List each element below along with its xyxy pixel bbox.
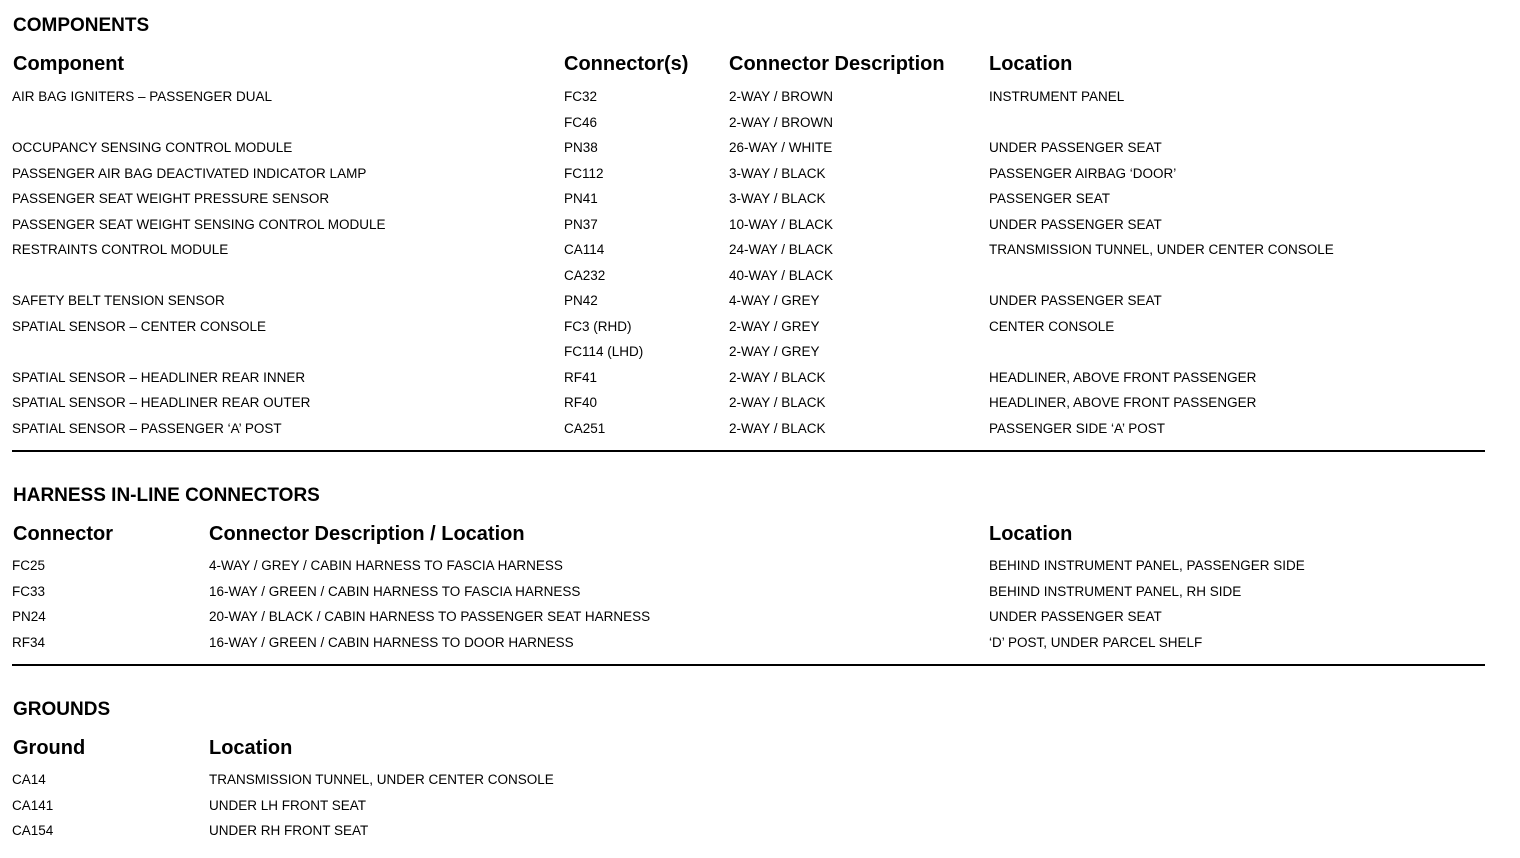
connector-description-cell: 26-WAY / WHITE — [729, 140, 833, 155]
connector-description-cell: 3-WAY / BLACK — [729, 165, 826, 181]
connector-description-cell: 4-WAY / GREY / CABIN HARNESS TO FASCIA HARNESS — [209, 558, 563, 573]
connector-id-cell: CA251 — [564, 420, 606, 436]
location-cell: UNDER PASSENGER SEAT — [989, 140, 1162, 155]
location-cell: UNDER LH FRONT SEAT — [209, 797, 367, 813]
connector-description-cell: 2-WAY / GREY — [729, 344, 820, 359]
connector-id-cell: PN24 — [12, 609, 46, 624]
location-cell: UNDER RH FRONT SEAT — [209, 823, 369, 838]
location-cell: CENTER CONSOLE — [989, 318, 1115, 334]
location-cell: TRANSMISSION TUNNEL, UNDER CENTER CONSOLE — [209, 772, 554, 787]
location-cell: PASSENGER SIDE ‘A’ POST — [989, 420, 1166, 436]
location-cell: BEHIND INSTRUMENT PANEL, PASSENGER SIDE — [989, 558, 1305, 573]
connector-id-cell: PN37 — [564, 216, 598, 232]
component-name-cell: PASSENGER SEAT WEIGHT SENSING CONTROL MODULE — [12, 216, 386, 232]
grounds-header-location: Location — [209, 737, 293, 759]
connector-id-cell: RF40 — [564, 395, 598, 410]
connector-id-cell: RF34 — [12, 634, 46, 650]
component-name-cell: OCCUPANCY SENSING CONTROL MODULE — [12, 140, 293, 155]
connector-id-cell: FC114 (LHD) — [564, 344, 644, 359]
harness-header-connector: Connector — [13, 523, 113, 545]
connector-id-cell: PN42 — [564, 293, 598, 308]
component-name-cell: SPATIAL SENSOR – HEADLINER REAR OUTER — [12, 395, 311, 410]
harness-header-location: Location — [989, 523, 1073, 545]
connector-id-cell: FC46 — [564, 114, 598, 130]
grounds-section-title: GROUNDS — [13, 699, 111, 720]
location-cell: UNDER PASSENGER SEAT — [989, 609, 1162, 624]
connector-id-cell: PN38 — [564, 140, 598, 155]
component-name-cell: SAFETY BELT TENSION SENSOR — [12, 293, 225, 308]
component-name-cell: SPATIAL SENSOR – PASSENGER ‘A’ POST — [12, 420, 282, 436]
connector-description-cell: 2-WAY / BLACK — [729, 420, 826, 436]
components-header-connector-description: Connector Description — [729, 53, 945, 75]
connector-description-cell: 2-WAY / BLACK — [729, 395, 826, 410]
component-name-cell: PASSENGER AIR BAG DEACTIVATED INDICATOR LAMP — [12, 165, 367, 181]
connector-id-cell: FC33 — [12, 583, 46, 599]
component-name-cell: SPATIAL SENSOR – CENTER CONSOLE — [12, 318, 267, 334]
connector-id-cell: FC32 — [564, 89, 598, 104]
ground-id-cell: CA14 — [12, 772, 46, 787]
connector-id-cell: FC25 — [12, 558, 46, 573]
components-header-location: Location — [989, 53, 1073, 75]
location-cell: ‘D’ POST, UNDER PARCEL SHELF — [989, 634, 1203, 650]
connector-description-cell: 16-WAY / GREEN / CABIN HARNESS TO FASCIA HARNESS — [209, 583, 581, 599]
location-cell: UNDER PASSENGER SEAT — [989, 216, 1162, 232]
connector-description-cell: 40-WAY / BLACK — [729, 267, 834, 283]
location-cell: PASSENGER SEAT — [989, 191, 1111, 206]
connector-description-cell: 4-WAY / GREY — [729, 293, 820, 308]
connector-id-cell: RF41 — [564, 369, 598, 385]
harness-section-title: HARNESS IN-LINE CONNECTORS — [13, 485, 320, 506]
connector-id-cell: FC112 — [564, 165, 604, 181]
component-name-cell: AIR BAG IGNITERS – PASSENGER DUAL — [12, 89, 273, 104]
connector-description-cell: 20-WAY / BLACK / CABIN HARNESS TO PASSENGER SEAT HARNESS — [209, 609, 651, 624]
connector-description-cell: 24-WAY / BLACK — [729, 242, 834, 257]
location-cell: HEADLINER, ABOVE FRONT PASSENGER — [989, 369, 1257, 385]
component-name-cell: RESTRAINTS CONTROL MODULE — [12, 242, 229, 257]
harness-divider — [12, 664, 1485, 666]
connector-description-cell: 16-WAY / GREEN / CABIN HARNESS TO DOOR HARNESS — [209, 634, 574, 650]
connector-description-cell: 2-WAY / BROWN — [729, 89, 834, 104]
location-cell: INSTRUMENT PANEL — [989, 89, 1125, 104]
location-cell: UNDER PASSENGER SEAT — [989, 293, 1162, 308]
connector-id-cell: CA232 — [564, 267, 606, 283]
location-cell: HEADLINER, ABOVE FRONT PASSENGER — [989, 395, 1257, 410]
location-cell: BEHIND INSTRUMENT PANEL, RH SIDE — [989, 583, 1242, 599]
location-cell: PASSENGER AIRBAG ‘DOOR’ — [989, 165, 1177, 181]
ground-id-cell: CA141 — [12, 797, 54, 813]
component-name-cell: SPATIAL SENSOR – HEADLINER REAR INNER — [12, 369, 306, 385]
connector-id-cell: PN41 — [564, 191, 598, 206]
grounds-header-ground: Ground — [13, 737, 86, 759]
connector-description-cell: 2-WAY / BLACK — [729, 369, 826, 385]
ground-id-cell: CA154 — [12, 823, 54, 838]
components-header-component: Component — [13, 53, 125, 75]
connector-description-cell: 10-WAY / BLACK — [729, 216, 834, 232]
components-section-title: COMPONENTS — [13, 15, 150, 36]
connector-description-cell: 2-WAY / BROWN — [729, 114, 834, 130]
components-header-connectors: Connector(s) — [564, 53, 689, 75]
connector-id-cell: FC3 (RHD) — [564, 318, 632, 334]
connector-id-cell: CA114 — [564, 242, 605, 257]
location-cell: TRANSMISSION TUNNEL, UNDER CENTER CONSOLE — [989, 242, 1334, 257]
component-name-cell: PASSENGER SEAT WEIGHT PRESSURE SENSOR — [12, 191, 330, 206]
harness-header-description-location: Connector Description / Location — [209, 523, 525, 545]
connector-description-cell: 2-WAY / GREY — [729, 318, 820, 334]
connector-description-cell: 3-WAY / BLACK — [729, 191, 826, 206]
components-divider — [12, 450, 1485, 452]
